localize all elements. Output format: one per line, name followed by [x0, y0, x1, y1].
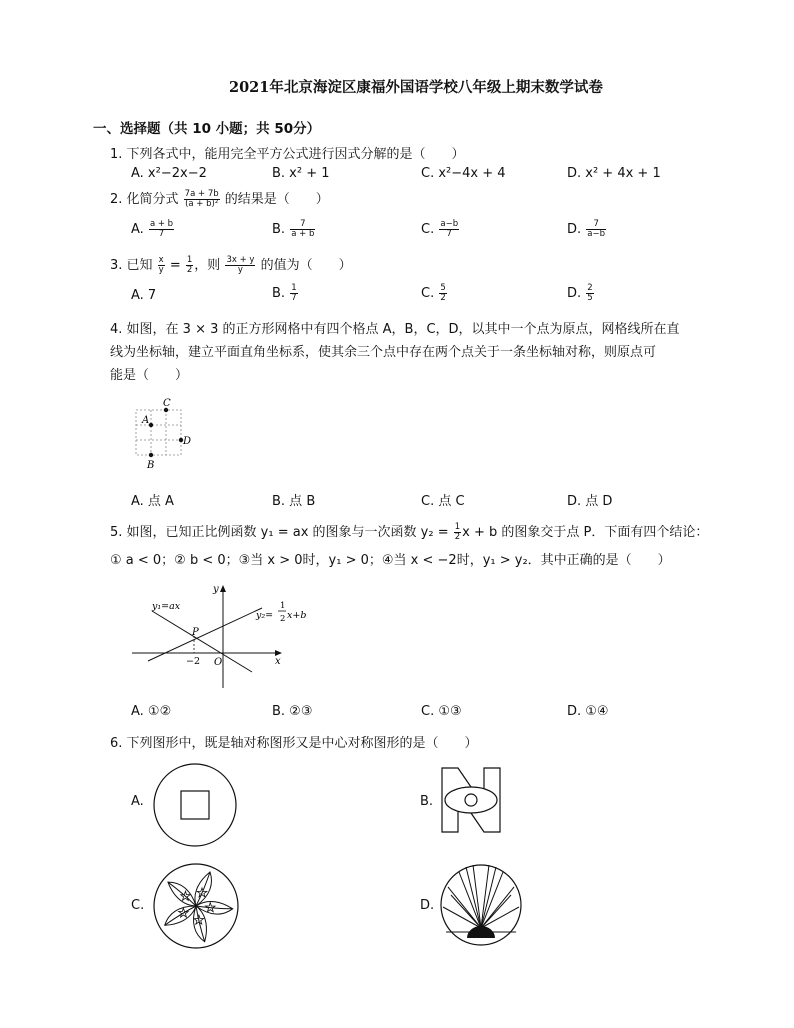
frac-num: 7: [586, 220, 606, 230]
question-4-option-b: B. 点 B: [272, 494, 316, 509]
question-4-line-1: 4. 如图，在 3 × 3 的正方形网格中有四个格点 A，B，C，D，以其中一个点为原点，网格线所在直: [110, 322, 680, 337]
question-5-option-b: B. ②③: [272, 704, 313, 719]
question-4-option-d: D. 点 D: [567, 494, 613, 509]
question-5-option-c: C. ①③: [421, 704, 462, 719]
q3-stem-post: 的值为（ ）: [256, 258, 352, 273]
frac-den: 5: [587, 293, 593, 303]
frac-den: 2: [440, 293, 446, 303]
point-b: [149, 453, 153, 457]
question-2-option-c: [421, 220, 460, 239]
question-2-option-a: [131, 220, 175, 239]
frac-den: y: [237, 265, 243, 275]
figure-b-n-shape: [440, 766, 502, 834]
question-1-option-a: A. x²−2x−2: [131, 166, 207, 181]
line-y2-label-pre: y₂=: [256, 610, 274, 621]
frac-num: 7: [290, 220, 315, 230]
option-label: D.: [567, 286, 582, 301]
x-axis-label: x: [275, 656, 281, 667]
question-5-option-a: A. ①②: [131, 704, 172, 719]
frac-num: x: [158, 255, 164, 265]
frac-den: 7: [158, 229, 165, 239]
frac-num: 5: [440, 283, 446, 293]
function-graph-figure: [130, 580, 320, 692]
q3-stem-pre: 3. 已知: [110, 258, 157, 273]
option-label: D.: [567, 222, 582, 237]
question-4-option-c: C. 点 C: [421, 494, 465, 509]
label-d: D: [183, 436, 192, 447]
question-3-stem: [110, 254, 352, 275]
q2-stem-pre: 2. 化简分式: [110, 192, 183, 207]
question-3-option-b: [272, 284, 299, 303]
petals-group: [163, 872, 233, 943]
q2-fraction: [184, 190, 220, 209]
question-4-line-2: 线为坐标轴，建立平面直角坐标系，使其余三个点中存在两个点关于一条坐标轴对称，则原点可: [110, 345, 657, 360]
question-1-option-d: D. x² + 4x + 1: [567, 166, 661, 181]
outer-circle-shape: [154, 764, 236, 846]
question-6-option-a-label: A.: [131, 794, 144, 809]
option-label: A.: [131, 222, 144, 237]
label-a: A: [142, 415, 150, 426]
option-label: C.: [421, 222, 435, 237]
line-y2-frac-num: 1: [280, 601, 286, 611]
grid-figure: [130, 398, 200, 470]
question-3-option-c: [421, 284, 448, 303]
option-label: C.: [421, 286, 435, 301]
question-5-option-d: D. ①④: [567, 704, 609, 719]
petal-vein: [196, 872, 210, 906]
origin-label: O: [214, 657, 223, 668]
line-y2-label-post: x+b: [287, 610, 307, 621]
frac-num: a−b: [440, 219, 459, 229]
frac-den: y: [158, 265, 164, 275]
eye-ellipse-shape: [445, 787, 497, 813]
figure-a-coin: [152, 762, 238, 848]
frac-den: 2: [454, 532, 461, 542]
neg-two-label: −2: [186, 656, 201, 667]
frac-num: 3x + y: [226, 255, 255, 265]
frac-den: 2: [186, 265, 193, 275]
q3-mid: ，则: [194, 258, 225, 273]
question-5-line-1: [110, 521, 708, 542]
option-label: B.: [272, 222, 286, 237]
question-6-option-b-label: B.: [420, 794, 434, 809]
fan-ray: [443, 907, 481, 928]
label-b: B: [147, 460, 155, 471]
label-c: C: [163, 398, 171, 409]
question-6-stem: 6. 下列图形中，既是轴对称图形又是中心对称图形的是（ ）: [110, 736, 478, 751]
inner-square-shape: [181, 791, 209, 819]
question-5-line-2: ① a < 0；② b < 0；③当 x > 0时，y₁ > 0；④当 x < −2时，y₁ > y₂．其中正确的是（ ）: [110, 553, 671, 568]
question-2-stem: [110, 188, 329, 209]
frac-num: 1: [454, 522, 461, 532]
frac-den: 7: [446, 229, 452, 239]
frac-num: 1: [291, 283, 297, 293]
question-3-option-d: [567, 284, 595, 303]
y-axis-label: y: [213, 584, 219, 595]
question-2-option-d: [567, 220, 607, 239]
frac-num: 1: [186, 255, 193, 265]
frac-num: a + b: [149, 219, 174, 229]
q2-frac-num: 7a + 7b: [184, 189, 219, 199]
question-3-option-a: A. 7: [131, 288, 157, 303]
q5-line1-pre: 5. 如图，已知正比例函数 y₁ = ax 的图象与一次函数 y₂ =: [110, 525, 453, 540]
y-axis-arrow-icon: [220, 585, 226, 592]
frac-num: 2: [587, 283, 593, 293]
question-2-option-b: [272, 220, 316, 239]
line-y2-frac-den: 2: [280, 614, 286, 624]
page-title: 2021年北京海淀区康福外国语学校八年级上期末数学试卷: [229, 79, 603, 96]
q3-eq: =: [165, 258, 185, 273]
question-1-option-c: C. x²−4x + 4: [421, 166, 506, 181]
figure-d-fan-emblem: [440, 862, 522, 948]
question-6-option-d-label: D.: [420, 898, 435, 913]
question-6-option-c-label: C.: [131, 898, 145, 913]
option-label: B.: [272, 286, 286, 301]
fan-ray: [481, 907, 519, 928]
q5-line1-post: x + b 的图象交于点 P．下面有四个结论：: [462, 525, 709, 540]
question-1-stem: 1. 下列各式中，能用完全平方公式进行因式分解的是（ ）: [110, 147, 465, 162]
section-header: 一、选择题（共 10 小题；共 50分）: [93, 121, 321, 137]
question-4-option-a: A. 点 A: [131, 494, 174, 509]
frac-den: a−b: [587, 229, 606, 239]
line-y1-label: y₁=ax: [152, 601, 181, 612]
frac-den: 7: [291, 293, 297, 303]
question-1-option-b: B. x² + 1: [272, 166, 330, 181]
frac-den: a + b: [291, 229, 315, 239]
q2-frac-den: (a + b)²: [185, 199, 219, 209]
q2-stem-post: 的结果是（ ）: [220, 192, 329, 207]
figure-c-bauhinia-emblem: [152, 862, 240, 950]
point-p-label: P: [192, 627, 199, 638]
point-a: [149, 423, 153, 427]
question-4-line-3: 能是（ ）: [110, 368, 189, 383]
